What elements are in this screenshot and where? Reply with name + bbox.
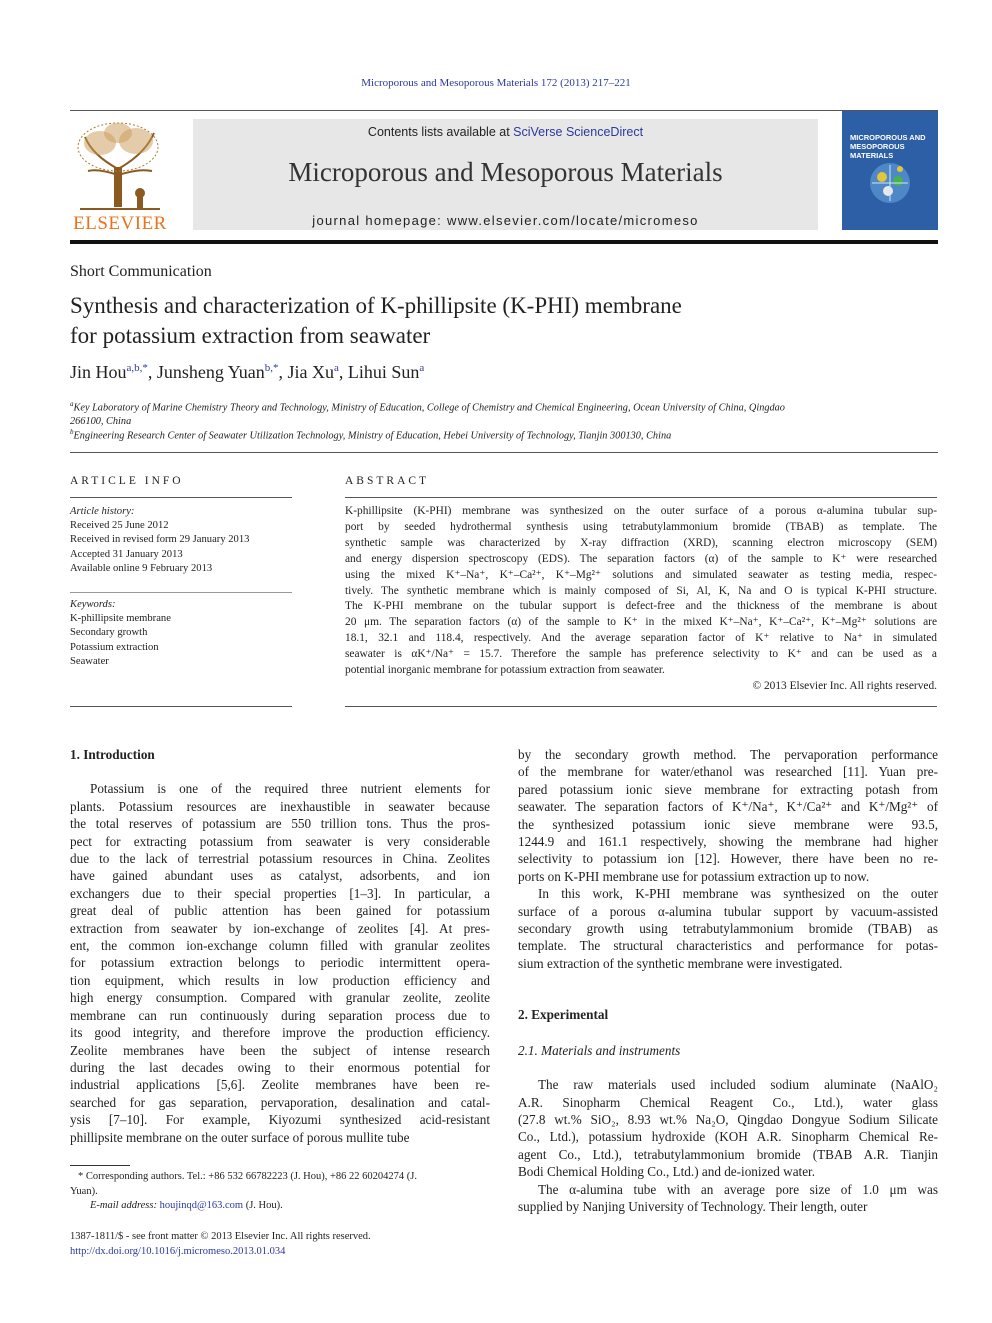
text-line: the total reserves of potassium are 550 trillion tons. Thus the pros- xyxy=(70,816,490,832)
text-line: pared potassium ionic sieve membrane for extracting potash from xyxy=(518,781,938,797)
text-line: ent, the common ion-exchange column filled with granular zeolites xyxy=(70,938,490,954)
abstract-line: potential inorganic membrane for potassium extraction from seawater. xyxy=(345,664,665,677)
header-top-rule xyxy=(70,110,938,111)
text-line: tion equipment, which results in low production efficiency and xyxy=(70,972,490,988)
text-line: surface of a porous α-alumina tubular support by vacuum-assisted xyxy=(518,903,938,919)
article-type: Short Communication xyxy=(70,263,212,280)
text-line: the synthesized potassium ionic sieve membrane were 93.5, xyxy=(518,816,938,832)
divider xyxy=(345,497,937,498)
text-line: exchangers due to their special properties [1–3]. In particular, a xyxy=(70,885,490,901)
right-column xyxy=(518,746,938,1215)
text-line: ports on K-PHI membrane use for potassium extraction up to now. xyxy=(518,868,870,884)
abstract-line: seawater is αK⁺/Na⁺ = 15.7. Therefore the sample has preference selectivity to K⁺ and can be used as a xyxy=(345,648,937,661)
sciencedirect-link[interactable]: SciVerse ScienceDirect xyxy=(513,125,644,139)
text-line: ysis [7–10]. For example, Kiyozumi synthesized acid-resistant xyxy=(70,1112,490,1128)
journal-banner xyxy=(193,119,818,230)
divider xyxy=(70,497,292,498)
title-line-1: Synthesis and characterization of K-phillipsite (K-PHI) membrane xyxy=(70,293,682,318)
affiliation-mark: a xyxy=(70,400,74,408)
history-item: Received in revised form 29 January 2013 xyxy=(70,534,250,546)
title-line-2: for potassium extraction from seawater xyxy=(70,323,431,348)
text-line: phillipsite membrane on the outer surface of porous mullite tube xyxy=(70,1129,410,1145)
cover-title-line3: MATERIALS xyxy=(850,151,894,160)
paragraph xyxy=(518,1076,938,1180)
text-line: A.R. Sinopharm Chemical Reagent Co., Ltd.), water glass xyxy=(518,1094,938,1110)
section-heading: 1. Introduction xyxy=(70,747,155,762)
text-line: The raw materials used included sodium aluminate (NaAlO₂ xyxy=(538,1077,938,1093)
text-line: 1244.9 and 161.1 respectively, showing the membrane had higher xyxy=(518,834,938,850)
author-list xyxy=(70,362,424,383)
contents-label: Contents lists available at xyxy=(367,125,514,139)
history-item: Available online 9 February 2013 xyxy=(70,562,213,574)
issn-line: 1387-1811/$ - see front matter © 2013 Elsevier Inc. All rights reserved. xyxy=(70,1231,371,1242)
journal-cover[interactable] xyxy=(842,111,938,230)
author-affiliation-mark[interactable]: a xyxy=(333,362,339,374)
abstract-heading: ABSTRACT xyxy=(345,475,430,487)
affiliation-b xyxy=(70,425,938,443)
cover-title-line2: MESOPOROUS xyxy=(850,142,905,151)
author-name[interactable]: Lihui Sun xyxy=(347,362,420,382)
footnotes xyxy=(70,1170,490,1214)
text-line: Co., Ltd.), potassium hydroxide (KOH A.R. Sinopharm Chemical Re- xyxy=(518,1129,938,1145)
cover-title-line1: MICROPOROUS AND xyxy=(850,133,926,142)
citation-link[interactable]: Microporous and Mesoporous Materials 172 (2013) 217–221 xyxy=(361,77,631,89)
text-line: have gained abundant uses as catalyst, adsorbents, and ion xyxy=(70,868,490,884)
text-line: during the last decades owing to their enormous potential for xyxy=(70,1059,490,1075)
divider xyxy=(70,706,292,707)
journal-citation[interactable] xyxy=(0,77,992,89)
paragraph xyxy=(518,746,938,885)
history-item: Accepted 31 January 2013 xyxy=(70,548,183,560)
abstract-line: 20 μm. The separation factors (α) of the sample to K⁺ in the mixed K⁺–Na⁺, K⁺–Ca²⁺, K⁺–Mg²⁺ solutions are xyxy=(345,616,937,629)
text-line: Bodi Chemical Holding Co., Ltd.) and de-ionized water. xyxy=(518,1164,816,1180)
text-line: seawater. The separation factors of K⁺/Na⁺, K⁺/Ca²⁺ and K⁺/Mg²⁺ of xyxy=(518,799,938,815)
text-line: supplied by Nanjing University of Technology. Their length, outer xyxy=(518,1198,868,1214)
text-line: membrane can run continuously during separation process due to xyxy=(70,1007,490,1023)
abstract-line: 18.1, 32.1 and 118.4, respectively. And the average separation factor of K⁺ relative to Na⁺ in simulated xyxy=(345,632,937,645)
article-history xyxy=(70,505,292,576)
text-line: searched for gas separation, pervaporation, desalination and catal- xyxy=(70,1094,490,1110)
author-affiliation-mark[interactable]: a,b,* xyxy=(126,362,148,374)
journal-title: Microporous and Mesoporous Materials xyxy=(288,157,723,187)
author-affiliation-mark[interactable]: b,* xyxy=(264,362,279,374)
divider xyxy=(70,592,292,593)
text-line: its good integrity, and therefore improve the production efficiency. xyxy=(70,1025,490,1041)
text-line: Zeolite membranes have been the subject of intense research xyxy=(70,1042,490,1058)
keyword: Potassium extraction xyxy=(70,641,159,653)
section-heading: 2. Experimental xyxy=(518,1007,609,1023)
journal-homepage xyxy=(193,213,818,228)
keywords-label: Keywords: xyxy=(70,599,116,610)
text-line: for potassium extraction belongs to periodic intermittent opera- xyxy=(70,955,490,971)
text-line: template. The structural characteristics and performance for potas- xyxy=(518,938,938,954)
divider xyxy=(345,706,937,707)
abstract-line: The K-PHI membrane on the tubular support is defect-free and the thickness of the membrane is about xyxy=(345,600,937,613)
header-bottom-rule xyxy=(70,240,938,244)
author-name[interactable]: Jin Hou xyxy=(70,362,127,382)
paragraph xyxy=(518,885,938,972)
text-line: high energy consumption. Compared with granular zeolite, zeolite xyxy=(70,990,490,1006)
keyword: Seawater xyxy=(70,655,109,667)
keyword: K-phillipsite membrane xyxy=(70,613,171,625)
abstract-line: using the mixed K⁺–Na⁺, K⁺–Ca²⁺, K⁺–Mg²⁺ solutions and simulated seawater as testing media, respec- xyxy=(345,568,937,581)
text-line: selectivity to potassium ion [12]. However, there have been no re- xyxy=(518,851,938,867)
abstract-body xyxy=(345,504,937,695)
text-line: pect for extracting potassium from seawater is very considerable xyxy=(70,833,490,849)
front-matter xyxy=(70,1230,570,1259)
text-line: The α-alumina tube with an average pore size of 1.0 μm was xyxy=(538,1181,938,1197)
text-line: In this work, K-PHI membrane was synthesized on the outer xyxy=(538,886,938,902)
subsection-heading: 2.1. Materials and instruments xyxy=(518,1042,681,1058)
text-line: agent Co., Ltd.), tetrabutylammonium bromide (TBAB A.R. Tianjin xyxy=(518,1146,938,1162)
elsevier-logo xyxy=(70,119,170,232)
divider xyxy=(70,452,938,453)
corresponding-authors-cont: Yuan). xyxy=(70,1185,98,1197)
keywords xyxy=(70,598,292,669)
introduction-body xyxy=(70,780,490,1146)
doi-link[interactable]: http://dx.doi.org/10.1016/j.micromeso.2013.01.034 xyxy=(70,1245,286,1257)
homepage-url[interactable]: www.elsevier.com/locate/micromeso xyxy=(447,213,699,228)
affiliation-text-cont: 266100, China xyxy=(70,416,132,428)
abstract-line: port by seeded hydrothermal synthesis using tetrabutylammonium bromide (TBAB) as template. The xyxy=(345,520,937,533)
text-line: great deal of public attention has been gained for potassium xyxy=(70,903,490,919)
text-line: secondary growth using tetrabutylammonium bromide (TBAB) as xyxy=(518,921,938,937)
abstract-line: and energy dispersion spectroscopy (EDS). The separation factors (α) of the sample to K⁺ were researched xyxy=(345,552,937,565)
email-label: E-mail address: xyxy=(90,1200,160,1211)
author-affiliation-mark[interactable]: a xyxy=(419,362,425,374)
introduction-section xyxy=(70,746,490,1146)
text-line: by the secondary growth method. The pervaporation performance xyxy=(518,747,938,762)
text-line: Potassium is one of the required three nutrient elements for xyxy=(90,781,490,797)
text-line: industrial applications [5,6]. Zeolite membranes have been re- xyxy=(70,1077,490,1093)
author-name[interactable]: Junsheng Yuan xyxy=(156,362,265,382)
homepage-label: journal homepage: xyxy=(312,213,447,228)
contents-availability xyxy=(193,125,818,139)
article-info-heading: ARTICLE INFO xyxy=(70,475,184,487)
article-title xyxy=(70,291,870,351)
copyright: © 2013 Elsevier Inc. All rights reserved. xyxy=(752,679,937,692)
text-line: due to the lack of terrestrial potassium resources in China. Zeolites xyxy=(70,851,490,867)
email-link[interactable]: houjinqd@163.com xyxy=(159,1200,244,1211)
email-suffix: (J. Hou). xyxy=(243,1200,283,1211)
abstract-line: K-phillipsite (K-PHI) membrane was synthesized on the outer surface of a porous α-alumina tubular sup- xyxy=(345,505,937,517)
elsevier-tree-icon xyxy=(70,119,170,214)
text-line: extraction from seawater by ion-exchange of zeolites [4]. At pres- xyxy=(70,920,490,936)
text-line: of the membrane for water/ethanol was researched [11]. Yuan pre- xyxy=(518,764,938,780)
abstract-line: tively. The synthetic membrane which is mainly composed of Si, Al, K, Na and O is typical K-PHI structure. xyxy=(345,584,937,597)
text-line: plants. Potassium resources are inexhaustible in seawater because xyxy=(70,798,490,814)
author-separator: , xyxy=(147,362,157,382)
affiliation-mark: b xyxy=(70,428,74,436)
affiliation-text: Engineering Research Center of Seawater Utilization Technology, Ministry of Education, Hebei University of Technology, Tianjin 300130, China xyxy=(73,430,672,442)
publisher-name: ELSEVIER xyxy=(73,213,167,234)
history-item: Received 25 June 2012 xyxy=(70,520,169,532)
affiliation-text: Key Laboratory of Marine Chemistry Theory and Technology, Ministry of Education, College of Chemistry and Chemical Engineering, Ocean University of China, Qingdao xyxy=(73,402,785,414)
text-line: sium extraction of the synthetic membrane were investigated. xyxy=(518,955,843,971)
keyword: Secondary growth xyxy=(70,627,148,639)
text-line: (27.8 wt.% SiO₂, 8.93 wt.% Na₂O, Qingdao Dongyue Sodium Silicate xyxy=(518,1111,938,1127)
author-name[interactable]: Jia Xu xyxy=(287,362,334,382)
author-separator: , xyxy=(278,362,288,382)
footnote-rule xyxy=(70,1165,130,1166)
history-label: Article history: xyxy=(70,506,135,517)
paragraph xyxy=(518,1181,938,1216)
cover-molecule-icon xyxy=(842,111,938,230)
corresponding-authors: * Corresponding authors. Tel.: +86 532 66782223 (J. Hou), +86 22 60204274 (J. xyxy=(78,1171,418,1182)
abstract-line: synthetic sample was characterized by X-ray diffraction (XRD), scanning electron microscopy (SEM) xyxy=(345,536,937,549)
author-separator: , xyxy=(338,362,348,382)
